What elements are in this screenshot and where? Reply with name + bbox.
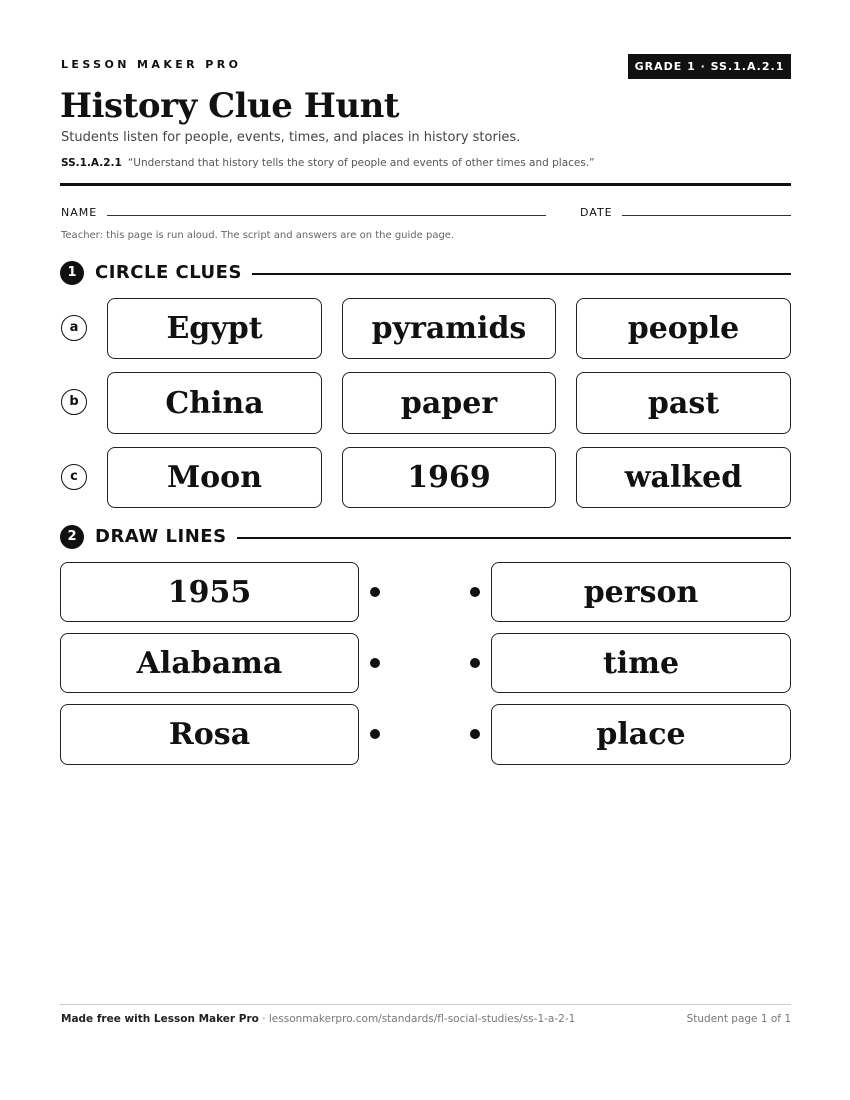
match-dot-left[interactable]: [370, 658, 380, 668]
section-number-badge: 2: [60, 525, 84, 549]
match-card-right[interactable]: person: [491, 562, 791, 622]
teacher-note: Teacher: this page is run aloud. The script and answers are on the guide page.: [61, 230, 455, 241]
page-subtitle: Students listen for people, events, times, and places in history stories.: [61, 130, 521, 145]
clue-card[interactable]: China: [107, 372, 322, 434]
name-field[interactable]: [107, 215, 546, 216]
match-card-left[interactable]: 1955: [60, 562, 359, 622]
match-dot-right[interactable]: [470, 729, 480, 739]
footer-page-number: Student page 1 of 1: [686, 1013, 791, 1025]
section-draw-lines-header: [60, 524, 791, 548]
standard-code: SS.1.A.2.1: [61, 157, 122, 169]
footer-url-link[interactable]: · lessonmakerpro.com/standards/fl-social-studies/ss-1-a-2-1: [258, 1013, 576, 1025]
section-number-badge: 1: [60, 261, 84, 285]
grade-badge: GRADE 1 · SS.1.A.2.1: [628, 54, 791, 79]
clue-card[interactable]: 1969: [342, 447, 556, 508]
match-dot-right[interactable]: [470, 587, 480, 597]
row-letter-b: b: [61, 389, 87, 415]
section-title: CIRCLE CLUES: [95, 262, 242, 283]
match-card-right[interactable]: time: [491, 633, 791, 693]
match-dot-right[interactable]: [470, 658, 480, 668]
clue-card[interactable]: past: [576, 372, 791, 434]
date-label: DATE: [580, 206, 613, 219]
brand-name: LESSON MAKER PRO: [61, 58, 242, 71]
row-letter-a: a: [61, 315, 87, 341]
match-card-left[interactable]: Alabama: [60, 633, 359, 693]
clue-card[interactable]: Moon: [107, 447, 322, 508]
clue-card[interactable]: people: [576, 298, 791, 359]
clue-card[interactable]: walked: [576, 447, 791, 508]
footer-made-with: Made free with Lesson Maker Pro: [61, 1013, 259, 1025]
footer-credit: [61, 1013, 575, 1025]
standard-line: [61, 157, 595, 169]
match-card-right[interactable]: place: [491, 704, 791, 765]
section-divider: [237, 537, 791, 539]
name-label: NAME: [61, 206, 98, 219]
date-field[interactable]: [622, 215, 791, 216]
clue-card[interactable]: pyramids: [342, 298, 556, 359]
page-title: History Clue Hunt: [60, 86, 400, 126]
footer-divider: [60, 1004, 791, 1005]
section-divider: [252, 273, 791, 275]
standard-text: “Understand that history tells the story of people and events of other times and places.”: [127, 157, 595, 169]
match-card-left[interactable]: Rosa: [60, 704, 359, 765]
header-divider: [60, 183, 791, 186]
clue-card[interactable]: paper: [342, 372, 556, 434]
match-dot-left[interactable]: [370, 729, 380, 739]
match-dot-left[interactable]: [370, 587, 380, 597]
row-letter-c: c: [61, 464, 87, 490]
section-circle-clues-header: [60, 260, 791, 284]
section-title: DRAW LINES: [95, 526, 227, 547]
clue-card[interactable]: Egypt: [107, 298, 322, 359]
